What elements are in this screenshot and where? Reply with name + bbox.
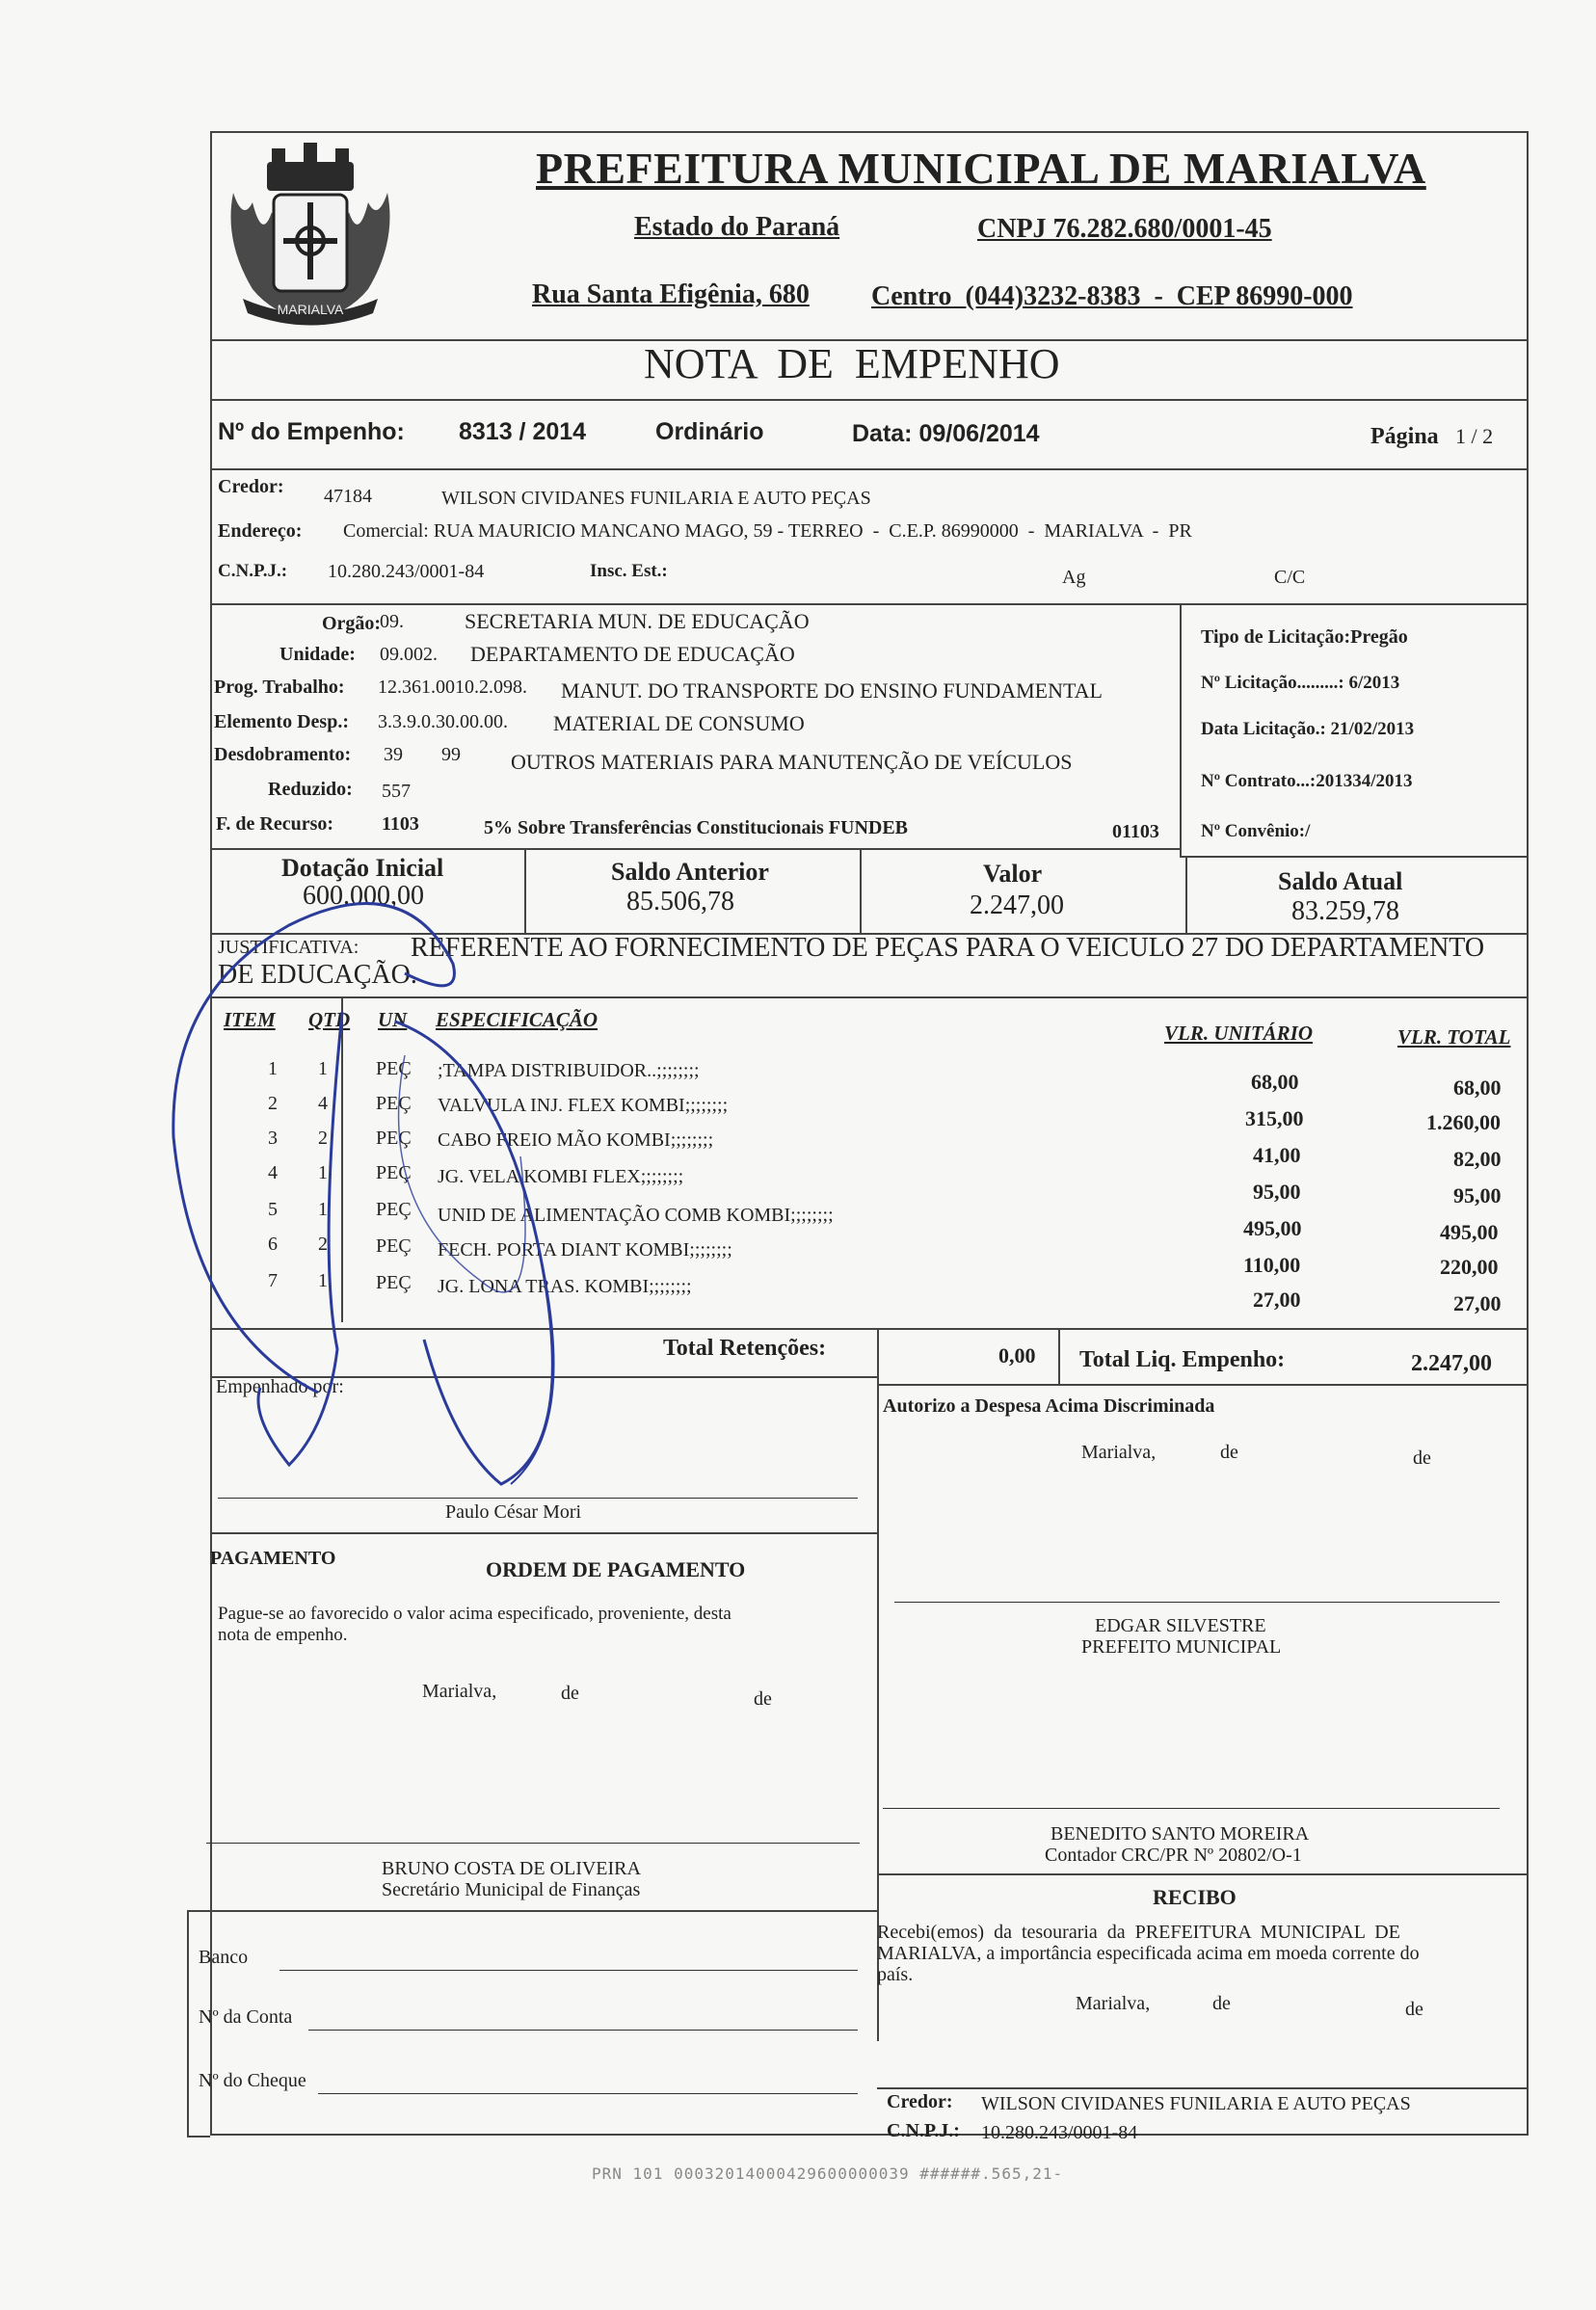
recibo-place: Marialva, — [1076, 1993, 1151, 2014]
desd-desc: OUTROS MATERIAIS PARA MANUTENÇÃO DE VEÍCULOS — [511, 750, 1073, 774]
recibo-de-1: de — [1212, 1993, 1231, 2014]
insc-est-label: Insc. Est.: — [590, 561, 668, 581]
credor-cnpj-label: C.N.P.J.: — [218, 561, 288, 581]
prefeito-name: EDGAR SILVESTRE — [1095, 1615, 1266, 1636]
desd-label: Desdobramento: — [214, 744, 352, 765]
page-number: 1 / 2 — [1455, 424, 1494, 448]
desd-code2: 99 — [441, 744, 461, 765]
pague-se-line1: Pague-se ao favorecido o valor acima especificado, proveniente, desta — [218, 1604, 732, 1624]
item-number: 4 — [268, 1162, 278, 1183]
recibo-cnpj: 10.280.243/0001-84 — [981, 2122, 1138, 2143]
item-total: 68,00 — [1453, 1075, 1502, 1100]
empenho-label: Nº do Empenho: — [218, 418, 405, 445]
saldo-atual-label: Saldo Atual — [1278, 867, 1403, 895]
numero-contrato: Nº Contrato...:201334/2013 — [1201, 771, 1413, 791]
footer-barcode-text: PRN 101 00032014000429600000039 ######.565,21- — [592, 2164, 1064, 2183]
recibo-cnpj-label: C.N.P.J.: — [887, 2120, 960, 2141]
recibo-text-line1: Recebi(emos) da tesouraria da PREFEITURA MUNICIPAL DE — [877, 1922, 1400, 1943]
pagamento-de-2: de — [754, 1688, 772, 1710]
item-unit-price: 315,00 — [1245, 1106, 1304, 1130]
valor-label: Valor — [983, 860, 1043, 888]
elem-code: 3.3.9.0.30.00.00. — [378, 711, 508, 732]
recibo-text-line3: país. — [877, 1964, 914, 1985]
secretario-name: BRUNO COSTA DE OLIVEIRA — [382, 1858, 641, 1879]
unidade-desc: DEPARTAMENTO DE EDUCAÇÃO — [470, 642, 795, 666]
recibo-credor-label: Credor: — [887, 2091, 953, 2112]
ordem-pagamento-label: ORDEM DE PAGAMENTO — [486, 1557, 746, 1581]
crest-text: MARIALVA — [277, 302, 344, 317]
col-unit-header: VLR. UNITÁRIO — [1164, 1022, 1314, 1045]
item-unit: PEÇ — [376, 1093, 412, 1114]
col-un-header: UN — [378, 1008, 408, 1031]
cheque-label: Nº do Cheque — [199, 2070, 306, 2091]
saldo-atual-value: 83.259,78 — [1291, 896, 1399, 926]
item-qty: 1 — [318, 1058, 328, 1079]
item-total: 82,00 — [1453, 1147, 1502, 1171]
credor-cnpj: 10.280.243/0001-84 — [328, 561, 485, 582]
reduzido-code: 557 — [382, 781, 411, 802]
pagamento-de-1: de — [561, 1683, 579, 1704]
contador-name: BENEDITO SANTO MOREIRA — [1051, 1823, 1310, 1845]
endereco-label: Endereço: — [218, 520, 303, 542]
data-licitacao: Data Licitação.: 21/02/2013 — [1201, 719, 1415, 739]
numero-convenio: Nº Convênio:/ — [1201, 821, 1311, 841]
item-unit-price: 68,00 — [1251, 1070, 1299, 1094]
credor-address: Comercial: RUA MAURICIO MANCANO MAGO, 59 - TERREO - C.E.P. 86990000 - MARIALVA - PR — [343, 520, 1192, 542]
item-spec: FECH. PORTA DIANT KOMBI;;;;;;;; — [438, 1239, 732, 1261]
item-spec: ;TAMPA DISTRIBUIDOR..;;;;;;;; — [438, 1060, 700, 1081]
col-qtd-header: QTD — [308, 1008, 351, 1031]
recibo-label: RECIBO — [1153, 1885, 1237, 1909]
elem-label: Elemento Desp.: — [214, 711, 349, 732]
total-retencoes-label: Total Retenções: — [663, 1336, 827, 1361]
item-number: 5 — [268, 1199, 278, 1220]
empenho-type: Ordinário — [655, 418, 764, 445]
cc-label: C/C — [1274, 567, 1306, 588]
document-type-title: NOTA DE EMPENHO — [644, 340, 1060, 387]
item-qty: 2 — [318, 1234, 328, 1255]
empenho-date: Data: 09/06/2014 — [852, 420, 1040, 447]
total-liquido-value: 2.247,00 — [1411, 1351, 1492, 1376]
credor-label: Credor: — [218, 476, 284, 497]
secretario-role: Secretário Municipal de Finanças — [382, 1879, 641, 1900]
item-spec: VALVULA INJ. FLEX KOMBI;;;;;;;; — [438, 1095, 729, 1116]
item-qty: 1 — [318, 1199, 328, 1220]
pague-se-line2: nota de empenho. — [218, 1625, 348, 1645]
item-unit: PEÇ — [376, 1162, 412, 1183]
prog-label: Prog. Trabalho: — [214, 677, 345, 698]
reduzido-label: Reduzido: — [268, 779, 353, 800]
dotacao-inicial-value: 600.000,00 — [303, 881, 424, 911]
item-qty: 2 — [318, 1128, 328, 1149]
desd-code1: 39 — [384, 744, 403, 765]
recurso-code: 1103 — [382, 813, 419, 835]
item-qty: 1 — [318, 1270, 328, 1291]
item-unit-price: 495,00 — [1243, 1216, 1302, 1240]
orgao-code: 09. — [380, 611, 404, 632]
item-qty: 1 — [318, 1162, 328, 1183]
item-spec: JG. VELA KOMBI FLEX;;;;;;;; — [438, 1166, 684, 1187]
credor-code: 47184 — [324, 486, 372, 507]
unidade-label: Unidade: — [279, 644, 356, 665]
justificativa-label: JUSTIFICATIVA: — [218, 937, 359, 958]
item-unit: PEÇ — [376, 1272, 412, 1293]
item-total: 95,00 — [1453, 1183, 1502, 1208]
orgao-label: Orgão: — [322, 613, 382, 634]
tipo-licitacao: Tipo de Licitação:Pregão — [1201, 626, 1408, 648]
justificativa-text-line2: DE EDUCAÇÃO. — [218, 960, 417, 990]
cnpj-header: CNPJ 76.282.680/0001-45 — [977, 214, 1272, 244]
item-spec: JG. LONA TRAS. KOMBI;;;;;;;; — [438, 1276, 692, 1297]
item-unit: PEÇ — [376, 1128, 412, 1149]
item-number: 7 — [268, 1270, 278, 1291]
item-unit: PEÇ — [376, 1235, 412, 1257]
col-total-header: VLR. TOTAL — [1397, 1025, 1511, 1049]
orgao-desc: SECRETARIA MUN. DE EDUCAÇÃO — [465, 609, 810, 633]
empenho-number: 8313 / 2014 — [459, 418, 587, 445]
saldo-anterior-value: 85.506,78 — [626, 887, 734, 916]
credor-name: WILSON CIVIDANES FUNILARIA E AUTO PEÇAS — [441, 488, 871, 509]
col-spec-header: ESPECIFICAÇÃO — [436, 1008, 598, 1031]
item-unit: PEÇ — [376, 1199, 412, 1220]
item-unit-price: 95,00 — [1253, 1180, 1301, 1204]
unidade-code: 09.002. — [380, 644, 438, 665]
address-header: Rua Santa Efigênia, 680 — [532, 279, 810, 309]
recibo-de-2: de — [1405, 1999, 1423, 2020]
item-total: 220,00 — [1440, 1255, 1499, 1279]
item-unit-price: 27,00 — [1253, 1288, 1301, 1312]
empenhado-por-name: Paulo César Mori — [445, 1501, 582, 1523]
prefeitura-title: PREFEITURA MUNICIPAL DE MARIALVA — [536, 144, 1426, 193]
item-unit: PEÇ — [376, 1058, 412, 1079]
numero-licitacao: Nº Licitação.........: 6/2013 — [1201, 673, 1400, 693]
item-spec: UNID DE ALIMENTAÇÃO COMB KOMBI;;;;;;;; — [438, 1205, 834, 1226]
item-number: 6 — [268, 1234, 278, 1255]
item-number: 1 — [268, 1058, 278, 1079]
prog-code: 12.361.0010.2.098. — [378, 677, 527, 698]
justificativa-text-line1: REFERENTE AO FORNECIMENTO DE PEÇAS PARA O VEICULO 27 DO DEPARTAMENTO — [411, 933, 1485, 963]
total-liquido-label: Total Liq. Empenho: — [1079, 1347, 1286, 1372]
prog-desc: MANUT. DO TRANSPORTE DO ENSINO FUNDAMENTAL — [561, 678, 1103, 703]
recurso-number: 01103 — [1112, 821, 1159, 842]
autorizo-place: Marialva, — [1081, 1442, 1157, 1463]
autorizo-label: Autorizo a Despesa Acima Discriminada — [883, 1395, 1215, 1417]
item-spec: CABO FREIO MÃO KOMBI;;;;;;;; — [438, 1129, 714, 1151]
page-label: Página — [1370, 424, 1439, 449]
autorizo-de-1: de — [1220, 1442, 1238, 1463]
valor-value: 2.247,00 — [970, 890, 1064, 920]
recurso-desc: 5% Sobre Transferências Constitucionais FUNDEB — [484, 817, 909, 838]
contador-role: Contador CRC/PR Nº 20802/O-1 — [1045, 1845, 1302, 1866]
pagamento-label: PAGAMENTO — [210, 1548, 336, 1569]
item-number: 3 — [268, 1128, 278, 1149]
item-total: 27,00 — [1453, 1291, 1502, 1315]
saldo-anterior-label: Saldo Anterior — [611, 858, 769, 886]
autorizo-de-2: de — [1413, 1447, 1431, 1469]
item-unit-price: 110,00 — [1243, 1253, 1301, 1277]
prefeito-role: PREFEITO MUNICIPAL — [1081, 1636, 1282, 1658]
banco-label: Banco — [199, 1947, 249, 1968]
conta-label: Nº da Conta — [199, 2006, 293, 2028]
ag-label: Ag — [1062, 567, 1086, 588]
item-total: 1.260,00 — [1426, 1110, 1501, 1134]
dotacao-inicial-label: Dotação Inicial — [281, 854, 444, 882]
item-unit-price: 41,00 — [1253, 1143, 1301, 1167]
contact-header: Centro (044)3232-8383 - CEP 86990-000 — [871, 281, 1353, 311]
item-total: 495,00 — [1440, 1220, 1499, 1244]
col-item-header: ITEM — [224, 1008, 276, 1031]
empenhado-por-label: Empenhado por: — [216, 1376, 344, 1397]
item-qty: 4 — [318, 1093, 328, 1114]
total-retencoes-value: 0,00 — [998, 1343, 1036, 1367]
elem-desc: MATERIAL DE CONSUMO — [553, 711, 805, 735]
recibo-text-line2: MARIALVA, a importância especificada acima em moeda corrente do — [877, 1943, 1420, 1964]
state-label: Estado do Paraná — [634, 212, 840, 242]
pagamento-place: Marialva, — [422, 1681, 497, 1702]
recibo-credor-name: WILSON CIVIDANES FUNILARIA E AUTO PEÇAS — [981, 2093, 1411, 2114]
item-number: 2 — [268, 1093, 278, 1114]
recurso-label: F. de Recurso: — [216, 813, 334, 835]
